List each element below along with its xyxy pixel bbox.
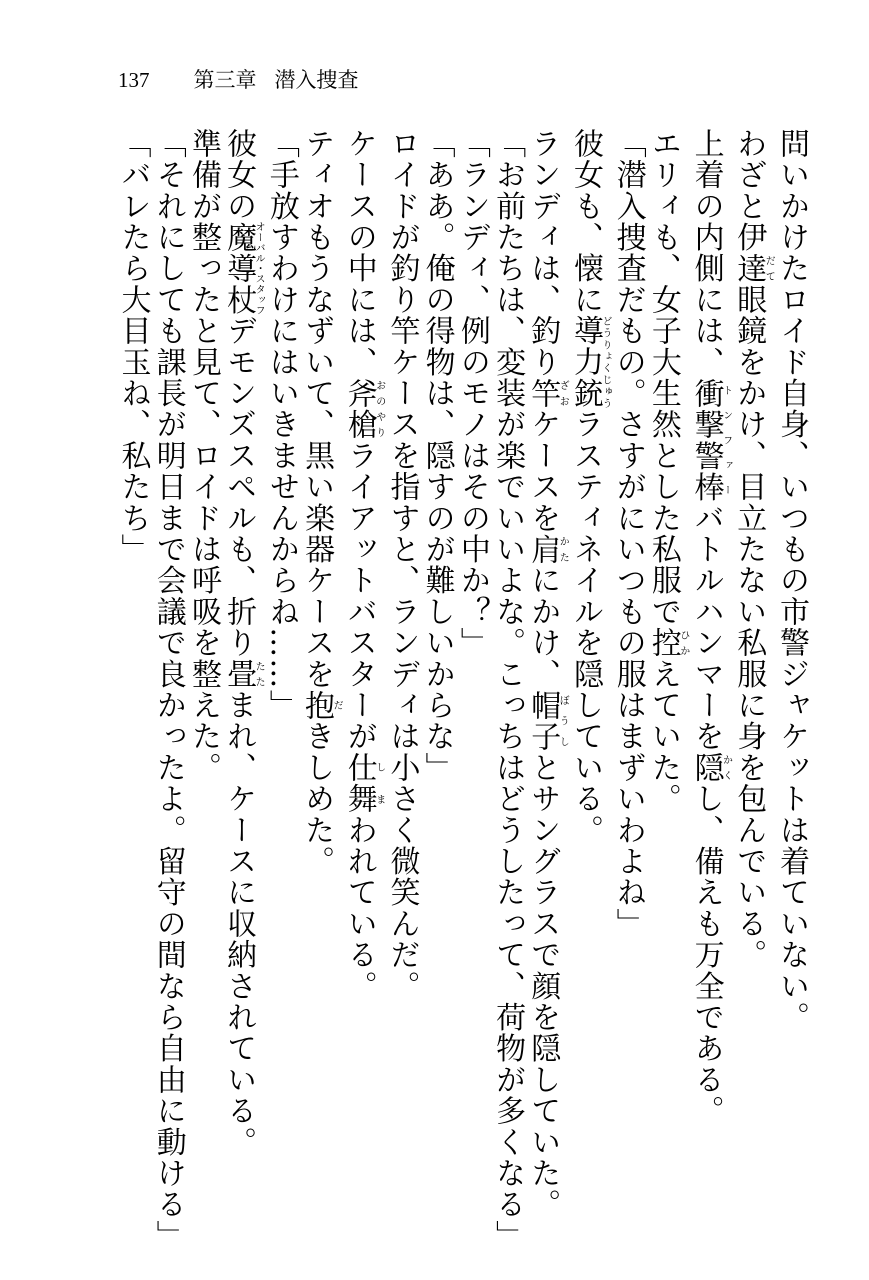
text-line: 「それにしても課長が明日まで会議で良かったよ。留守の間なら自由に動ける」 xyxy=(150,128,186,1252)
novel-body-text xyxy=(115,128,809,1252)
section-title: 潜入捜査 xyxy=(274,68,359,92)
text-line: 問いかけたロイド自身、いつもの市警ジャケットは着ていない。 xyxy=(774,128,809,1033)
ruby-reading: ぼうし xyxy=(557,689,569,753)
ruby-reading: おのやり xyxy=(373,377,385,441)
text-line: 「潜入捜査だもの。さすがにいつもの服はまずいわよね」 xyxy=(610,128,646,940)
text-line: ティオもうなずいて、黒い楽器ケースを抱だきしめた。 xyxy=(299,128,343,877)
ruby-reading: だて xyxy=(763,252,775,285)
page-number: 137 xyxy=(118,68,150,92)
ruby-reading: ひか xyxy=(677,627,689,659)
ruby-reading: オーバル・スタッフ xyxy=(253,221,265,316)
ruby-reading: だ xyxy=(331,689,343,721)
text-line: 「バレたら大目玉ね、私たち」 xyxy=(115,128,151,565)
text-line: 彼女も、懐に導力銃どうりょくじゅうラスティネイルを隠している。 xyxy=(567,128,611,846)
text-line: 「ランディ、例のモノはその中か？」 xyxy=(454,128,490,659)
text-line: ランディは、釣り竿ざおケースを肩かたにかけ、帽子ぼうしとサングラスで顔を隠していた。 xyxy=(525,128,569,1221)
ruby-reading: かく xyxy=(720,752,732,784)
running-header xyxy=(118,70,359,91)
chapter-title: 第三章 xyxy=(193,68,257,92)
text-line: 上着の内側には、衝撃警棒トンファーバトルハンマーを隠かくし、備えも万全である。 xyxy=(688,128,732,1127)
text-line: エリィも、女子大生然とした私服で控ひかえていた。 xyxy=(645,128,689,815)
ruby-reading: たた xyxy=(253,658,265,690)
ruby-reading: しま xyxy=(373,752,385,815)
ruby-reading: かた xyxy=(557,533,569,565)
text-line: 彼女の魔導杖オーバル・スタッフデモンズスペルも、折り畳たたまれ、ケースに収納されている。 xyxy=(221,128,265,1158)
ruby-reading: どうりょくじゅう xyxy=(599,315,611,409)
ruby-reading: トンファー xyxy=(720,377,732,503)
text-line: 「ああ。俺の得物は、隠すのが難しいからな」 xyxy=(419,128,455,784)
text-line: 準備が整ったと見て、ロイドは呼吸を整えた。 xyxy=(185,128,221,784)
ruby-reading: ざお xyxy=(557,377,569,409)
text-line: 「お前たちは、変装が楽でいいよな。こっちはどうしたって、荷物が多くなる」 xyxy=(490,128,526,1252)
text-line: ケースの中には、斧槍おのやりライアットバスターが仕舞しまわれている。 xyxy=(341,128,385,1002)
text-line: わざと伊達だて眼鏡をかけ、目立たない私服に身を包んでいる。 xyxy=(731,128,775,971)
text-line: ロイドが釣り竿ケースを指すと、ランディは小さく微笑んだ。 xyxy=(384,128,420,1002)
text-line: 「手放すわけにはいきませんからね……」 xyxy=(263,128,299,721)
